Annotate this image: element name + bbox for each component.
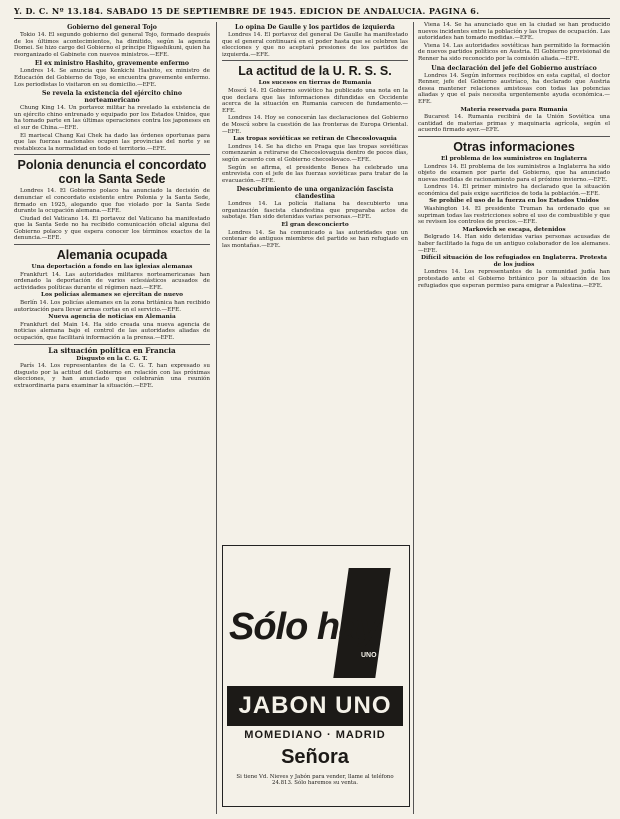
article-text: Londres 14. Se ha dicho en Praga que las tropas soviéticas comenzarán a retirarse de Checoslovaquia dentro de pocos días, según acuerdo con el Gobierno checoslovaco.—EFE. xyxy=(222,143,408,163)
article-text: Londres 14. Se anuncia que Kenkichi Hashito, ex ministro de Educación del Gobierno de Tojo, se encuentra gravemente enfermo. Los periodistas lo visitaron en su domicilio.—EFE. xyxy=(14,68,210,88)
article-text: Viena 14. Se ha anunciado que en la ciudad se han producido nuevos incidentes entre la población y las tropas de ocupación. Las autoridades han tomado medidas.—EFE. xyxy=(418,22,610,42)
article-text: Londres 14. El portavoz del general De Gaulle ha manifestado que el general continuará en el poder hasta que se celebren las elecciones y que no aceptará presiones de los partidos de izquierda.—EFE. xyxy=(222,32,408,58)
column-3 xyxy=(418,22,610,814)
divider xyxy=(14,154,210,155)
headline-francia: La situación política en Francia xyxy=(48,345,176,355)
subheadline: Markovich se escapa, detenidos xyxy=(462,226,566,233)
headline: Se revela la existencia del ejército chino norteamericano xyxy=(42,90,182,105)
article-text: Londres 14. Los representantes de la comunidad judía han protestado ante el Gobierno británico por la situación de los refugiados que esperan permiso para emigrar a Palestina.—EFE. xyxy=(418,269,610,289)
subheadline: Difícil situación de los refugiados en Inglaterra. Protesta de los judíos xyxy=(420,255,608,268)
article-text: París 14. Los representantes de la C. G. T. han expresado su disgusto por la actitud del Gobierno en relación con las próximas elecciones, y han anunciado que celebrarán una reunión extraordinaria para examinar la situación.—EFE. xyxy=(14,363,210,389)
article-text: Frankfurt del Main 14. Ha sido creada una nueva agencia de noticias alemana bajo el control de las autoridades aliadas de ocupación, que facilitará información a la prensa.—EFE. xyxy=(14,321,210,341)
article-text: Ciudad del Vaticano 14. El portavoz del Vaticano ha manifestado que la Santa Sede no ha recibido comunicación oficial alguna del Gobierno polaco y que espera conocer los términos exactos de la denuncia.—EFE. xyxy=(14,215,210,242)
article-text: Washington 14. El presidente Truman ha ordenado que se supriman todas las restricciones sobre el uso de combustible y que se revisen los controles de precios.—EFE. xyxy=(418,206,610,226)
article-text: El mariscal Chang Kai Chek ha dado las órdenes oportunas para que las fuerzas nacionales ocupen las provincias del norte y se restablezca la normalidad en todo el territorio.—EFE. xyxy=(14,132,210,152)
article-text: Frankfurt 14. Las autoridades militares norteamericanas han ordenado la deportación de varios eclesiásticos acusados de actividades políticas durante el régimen nazi.—EFE. xyxy=(14,271,210,291)
article-text: Tokio 14. El segundo gobierno del general Tojo, formado después de los últimos acontecimientos, ha dimitido, según la agencia Domei. Se hizo cargo del Gobierno el príncipe Higashikuni, quien ha reorganizado el Gabinete con nuevos ministros.—EFE. xyxy=(14,32,210,58)
subheadline: El problema de los suministros en Inglaterra xyxy=(440,155,588,162)
uno-tag: UNO xyxy=(361,652,377,659)
page-header: Y. D. C. Nº 13.184. SABADO 15 DE SEPTIEMBRE DE 1945. EDICION DE ANDALUCIA. PAGINA 6. xyxy=(14,6,480,16)
subheadline: Nueva agencia de noticias en Alemania xyxy=(48,314,176,321)
article-text: Londres 14. Se ha comunicado a las autoridades que un centenar de antiguos miembros del partido se han refugiado en las montañas.—EFE. xyxy=(222,229,408,249)
divider xyxy=(14,244,210,245)
headline: Una declaración del jefe del Gobierno austríaco xyxy=(431,64,597,72)
article-text: Según se afirma, el presidente Benes ha celebrado una entrevista con el jefe de las fuerzas soviéticas para tratar de la evacuación.—EFE. xyxy=(222,164,408,184)
headline: El ex ministro Hashito, gravemente enfermo xyxy=(34,60,190,68)
headline: Gobierno del general Tojo xyxy=(67,24,157,31)
ad-footer-text: Si tiene Vd. Nieves y Jabón para vender, llame al teléfono 24.813. Sólo haremos su venta. xyxy=(236,774,394,787)
subheadline: Materia reservada para Rumania xyxy=(460,106,568,113)
article-text: Londres 14. El Gobierno polaco ha anunciado la decisión de denunciar el concordato existente entre Polonia y la Santa Sede, firmado en 1925, alegando que fue violado por la Santa Sede durante la ocupación alemana.—EFE. xyxy=(14,188,210,215)
subheadline: Los policías alemanes se ejercitan de nuevo xyxy=(40,292,184,299)
subheadline: Una deportación a fondo en las iglesias alemanas xyxy=(31,264,193,271)
headline: Lo opina De Gaulle y los partidos de izquierda xyxy=(235,24,395,31)
subheadline: Los sucesos en tierras de Rumania xyxy=(258,80,372,87)
article-text: Berlín 14. Los policías alemanes en la zona británica han recibido autorización para llevar armas cortas en el servicio.—EFE. xyxy=(14,300,210,313)
subheadline: Se prohibe el uso de la fuerza en los Estados Unidos xyxy=(429,198,599,205)
newspaper-page xyxy=(14,4,610,814)
headline-urss: La actitud de la U. R. S. S. xyxy=(238,64,392,79)
article-text: Chung King 14. Un portavoz militar ha revelado la existencia de un ejército chino entrenado y equipado por los Estados Unidos, que ha tomado parte en las últimas operaciones contra los japoneses en el sur de China.—EFE. xyxy=(14,105,210,131)
ad-slogan: Sólo hay xyxy=(229,606,380,648)
article-text: Moscú 14. El Gobierno soviético ha publicado una nota en la que declara que las informaciones difundidas en Occidente acerca de la situación en Rumania carecen de fundamento.—EFE. xyxy=(222,87,408,114)
ad-maker: MOMEDIANO · MADRID xyxy=(244,729,386,741)
divider xyxy=(418,136,610,137)
subheadline: Las tropas soviéticas se retiran de Checoslovaquia xyxy=(233,136,397,143)
headline-polonia: Polonia denuncia el concordato con la Santa Sede xyxy=(17,158,207,187)
article-text: Viena 14. Las autoridades soviéticas han permitido la formación de nuevos partidos políticos en Austria. El Gobierno provisional de Renner ha sido reconocido por la comisión aliada.—EFE. xyxy=(418,42,610,62)
subheadline: El gran desconcierto xyxy=(281,222,349,229)
divider xyxy=(222,60,408,61)
divider xyxy=(14,344,210,345)
column-divider xyxy=(216,22,217,814)
article-text: Londres 14. El problema de los suministros a Inglaterra ha sido objeto de examen por parte del Gobierno, que ha anunciado nuevas medidas de racionamiento para el próximo invierno.—EFE. xyxy=(418,163,610,183)
header-rule xyxy=(14,18,610,19)
article-text: Londres 14. Según informes recibidos en esta capital, el doctor Renner, jefe del Gobierno austríaco, ha declarado que Austria desea mantener relaciones amistosas con todas las potencias aliadas y que el país necesita urgentemente ayuda económica.—EFE. xyxy=(418,72,610,105)
headline-otras: Otras informaciones xyxy=(453,139,575,154)
headline-alemania: Alemania ocupada xyxy=(56,248,168,263)
column-divider xyxy=(413,22,414,814)
ad-brand: JABON UNO xyxy=(227,686,403,726)
subheadline: Disgusto en la C. G. T. xyxy=(76,355,148,362)
column-1 xyxy=(14,22,210,814)
advertisement-jabon-uno xyxy=(222,545,410,807)
article-text: Londres 14. El primer ministro ha declarado que la situación económica del país exige sacrificios de toda la población.—EFE. xyxy=(418,184,610,197)
article-text: Bucarest 14. Rumania recibirá de la Unión Soviética una cantidad de materias primas y maquinaria agrícola, según el acuerdo firmado ayer.—EFE. xyxy=(418,114,610,134)
article-text: Londres 14. La policía italiana ha descubierto una organización fascista clandestina que preparaba actos de sabotaje. Han sido detenidas varias personas.—EFE. xyxy=(222,201,408,221)
ad-senora: Señora xyxy=(281,746,349,768)
headline: Descubrimiento de una organización fascista clandestina xyxy=(236,186,394,201)
article-text: Londres 14. Hoy se conocerán las declaraciones del Gobierno de Moscú sobre la cuestión de las fronteras de Europa Oriental.—EFE. xyxy=(222,115,408,135)
article-text: Belgrado 14. Han sido detenidas varias personas acusadas de haber facilitado la fuga de un antiguo colaborador de los alemanes.—EFE. xyxy=(418,234,610,254)
